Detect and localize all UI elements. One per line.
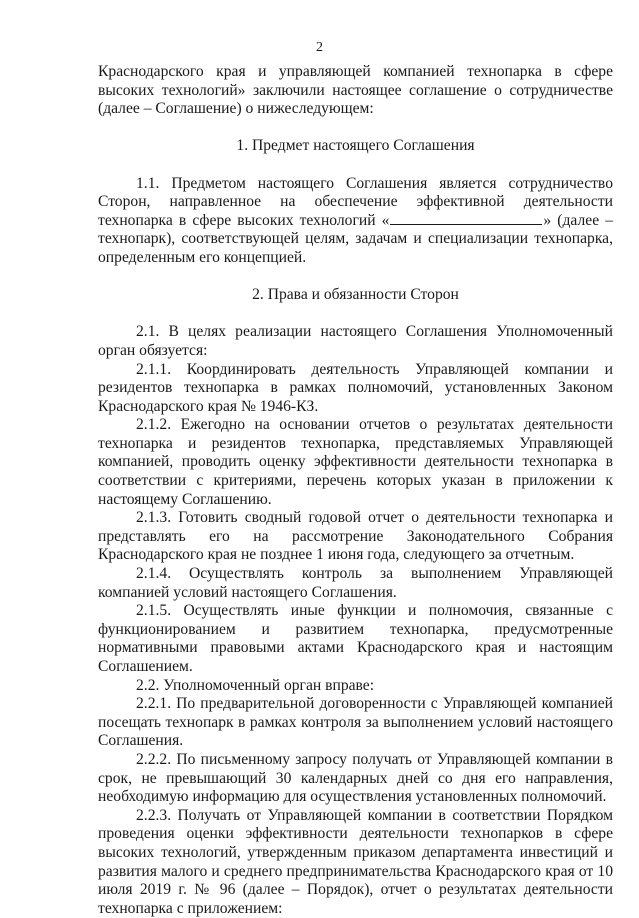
page-number: 2 bbox=[316, 40, 323, 55]
paragraph-2-1: 2.1. В целях реализации настоящего Соглашения Уполномоченный орган обязуется: bbox=[98, 323, 613, 359]
paragraph-2-1-1: 2.1.1. Координировать деятельность Управляющей компании и резидентов технопарка в рамках полномочий, установленных Законом Краснодарского края № 1946-КЗ. bbox=[98, 360, 613, 415]
paragraph-2-1-5: 2.1.5. Осуществлять иные функции и полномочия, связанные с функционированием и развитием технопарка, предусмотренные нормативными правовыми актами Краснодарского края и настоящим Соглашением. bbox=[98, 602, 613, 675]
paragraph-2-1-4: 2.1.4. Осуществлять контроль за выполнением Управляющей компанией условий настоящего Соглашения. bbox=[98, 565, 613, 601]
section-heading-2: 2. Права и обязанности Сторон bbox=[252, 286, 459, 304]
paragraph-1-1-start: 1.1. Предметом настоящего Соглашения является сотрудничество Сторон, направленное на обеспечение эффективной деятельности технопарка в сфере высоких технологий « bbox=[98, 174, 613, 229]
paragraph-intro: Краснодарского края и управляющей компанией технопарка в сфере высоких технологий» заключили настоящее соглашение о сотрудничестве (далее – Соглашение) о нижеследующем: bbox=[98, 63, 613, 118]
blank-field bbox=[390, 212, 542, 225]
paragraph-1-1 bbox=[98, 175, 613, 268]
paragraph-2-1-2: 2.1.2. Ежегодно на основании отчетов о результатах деятельности технопарка и резидентов технопарка, представляемых Управляющей компанией, проводить оценку эффективности деятельности технопарка в соответствии с критериями, перечень которых указан в приложении к настоящему Соглашению. bbox=[98, 416, 613, 508]
section-heading-1: 1. Предмет настоящего Соглашения bbox=[236, 137, 475, 155]
paragraph-2-2-1: 2.2.1. По предварительной договоренности с Управляющей компанией посещать технопарк в рамках контроля за выполнением условий настоящего Соглашения. bbox=[98, 695, 613, 750]
document-body bbox=[98, 63, 613, 918]
paragraph-2-2-2: 2.2.2. По письменному запросу получать от Управляющей компании в срок, не превышающий 30 календарных дней со дня его направления, необходимую информацию для осуществления установленных полномочий. bbox=[98, 750, 613, 806]
paragraph-2-2-3: 2.2.3. Получать от Управляющей компании в соответствии Порядком проведения оценки эффективности деятельности технопарков в сфере высоких технологий, утвержденным приказом департамента инвестиций и развития малого и среднего предпринимательства Краснодарского края от 10 июля 2019 г. № 96 (далее – Порядок), отчет о результатах деятельности технопарка с приложением: bbox=[98, 806, 613, 917]
paragraph-2-2: 2.2. Уполномоченный орган вправе: bbox=[136, 676, 375, 694]
paragraph-1-1-end: » (далее – технопарк), соответствующей целям, задачам и специализации технопарка, определенным его концепцией. bbox=[98, 211, 613, 266]
paragraph-2-1-3: 2.1.3. Готовить сводный годовой отчет о деятельности технопарка и представлять его на рассмотрение Законодательного Собрания Краснодарского края не позднее 1 июня года, следующего за отчетным. bbox=[98, 509, 613, 564]
